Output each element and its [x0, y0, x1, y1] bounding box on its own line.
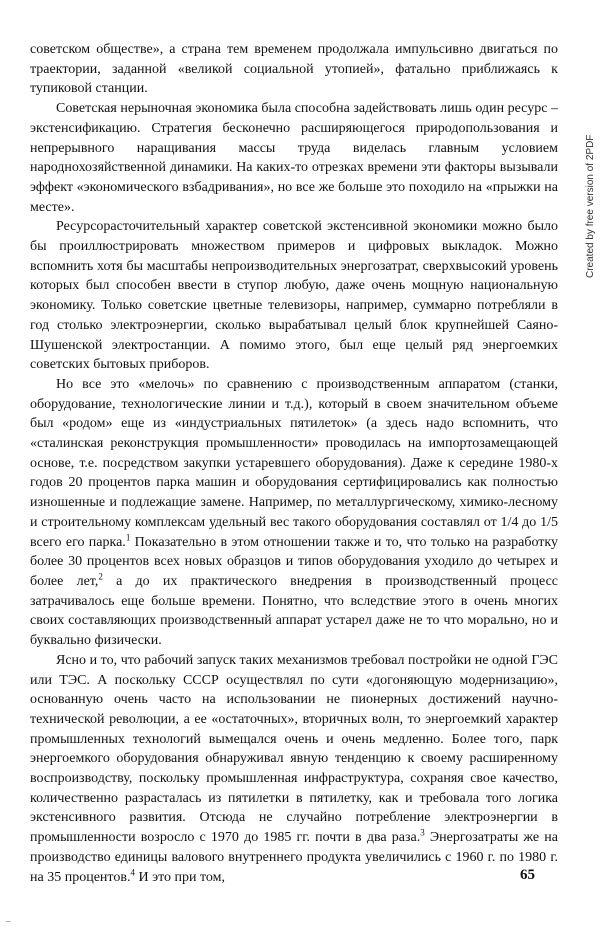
footnote-ref-4: 4 — [130, 866, 135, 877]
page-body — [30, 40, 558, 887]
paragraph-5-text-b: Энергозатраты же на производство единицы валового внутреннего продукта увеличились с 1960 г. по 1980 г. на 35 процентов. — [30, 830, 559, 885]
corner-mark: – — [6, 916, 11, 926]
footnote-ref-2: 2 — [98, 571, 103, 582]
paragraph-4 — [30, 375, 558, 651]
paragraph-4-text-b: Показательно в этом отношении также и то, что только на разработку более 30 процентов всех новых образцов и типов оборудования уходило до четырех и более лет, — [30, 534, 558, 589]
paragraph-4-text-c: а до их практического внедрения в производственный процесс затрачивалось еще больше времени. Понятно, что вследствие этого в очень многих своих составляющих производственный аппарат устарел даже не то что морально, но и буквально физически. — [30, 573, 558, 649]
paragraph-1: советском обществе», а страна тем временем продолжала импульсивно двигаться по траектории, заданной «великой социальной утопией», фатально приближаясь к тупиковой станции. — [30, 42, 558, 97]
paragraph-3: Ресурсорасточительный характер советской экстенсивной экономики можно было бы проиллюстрировать множеством примеров и цифровых выкладок. Можно вспомнить хотя бы масштабы непроизводительных энергозатрат, сверхвысокий уровень которых был способен ввести в ступор любую, даже очень мощную национальную экономику. Только советские цветные телевизоры, например, суммарно потребляли в год столько электроэнергии, сколько вырабатывал целый блок крупнейшей Саяно-Шушенской электростанции. А помимо этого, был еще целый ряд энергоемких советских бытовых приборов. — [30, 219, 558, 373]
footnote-ref-1: 1 — [125, 531, 131, 542]
footnote-ref-3: 3 — [420, 827, 425, 838]
page-number: 65 — [520, 867, 535, 883]
paragraph-4-text-a: Но все это «мелочь» по сравнению с производственным аппаратом (станки, оборудование, технологические линии и т.д.), который в своем значительном объеме был «родом» еще из «индустриальных пятилеток» (а здесь надо вспомнить, что «сталинская реконструкция промышленности» проводилась на импортозамещающей основе, т.е. посредством закупки устаревшего оборудования). Даже к середине 1980-х годов 20 процентов парка машин и оборудования сертифицировались как полностью изношенные и подлежащие замене. Например, по металлургическому, химико-лесному и строительному комплексам удельный вес такого оборудования составлял от 1/4 до 1/5 всего его парка. — [30, 376, 558, 550]
paragraph-5 — [30, 651, 558, 887]
paragraph-5-text-a: Ясно и то, что рабочий запуск таких механизмов требовал постройки не одной ГЭС или ТЭС. А поскольку СССР осуществлял по сути «догоняющую модернизацию», основанную очень часто на использовании не пионерных достижений научно-технической революции, а ее «остаточных», вторичных волн, то энергоемкий характер промышленных технологий вымещался очень и очень медленно. Более того, парк энергоемкого оборудования обнаруживал явную тенденцию к своему расширенному воспроизводству, поскольку промышленная инфраструктура, сохраняя свое качество, количественно разрасталась из пятилетки в пятилетку, как и требовала того логика экстенсивного развития. Отсюда не случайно потребление электроэнергии в промышленности возросло с 1970 до 1985 гг. почти в два раза. — [30, 652, 558, 846]
paragraph-5-text-c: И это при том, — [134, 869, 226, 885]
watermark-note: Created by free version of 2PDF — [585, 134, 596, 278]
paragraph-2: Советская нерыночная экономика была способна задействовать лишь один ресурс – экстенсификацию. Стратегия бесконечно расширяющегося природопользования и непрерывного наращивания массы труда виделась главным условием народнохозяйственной динамики. На каких-то отрезках времени эти факторы вызывали эффект «экономического взбадривания», но все же больше это походило на «прыжки на месте». — [30, 101, 558, 215]
